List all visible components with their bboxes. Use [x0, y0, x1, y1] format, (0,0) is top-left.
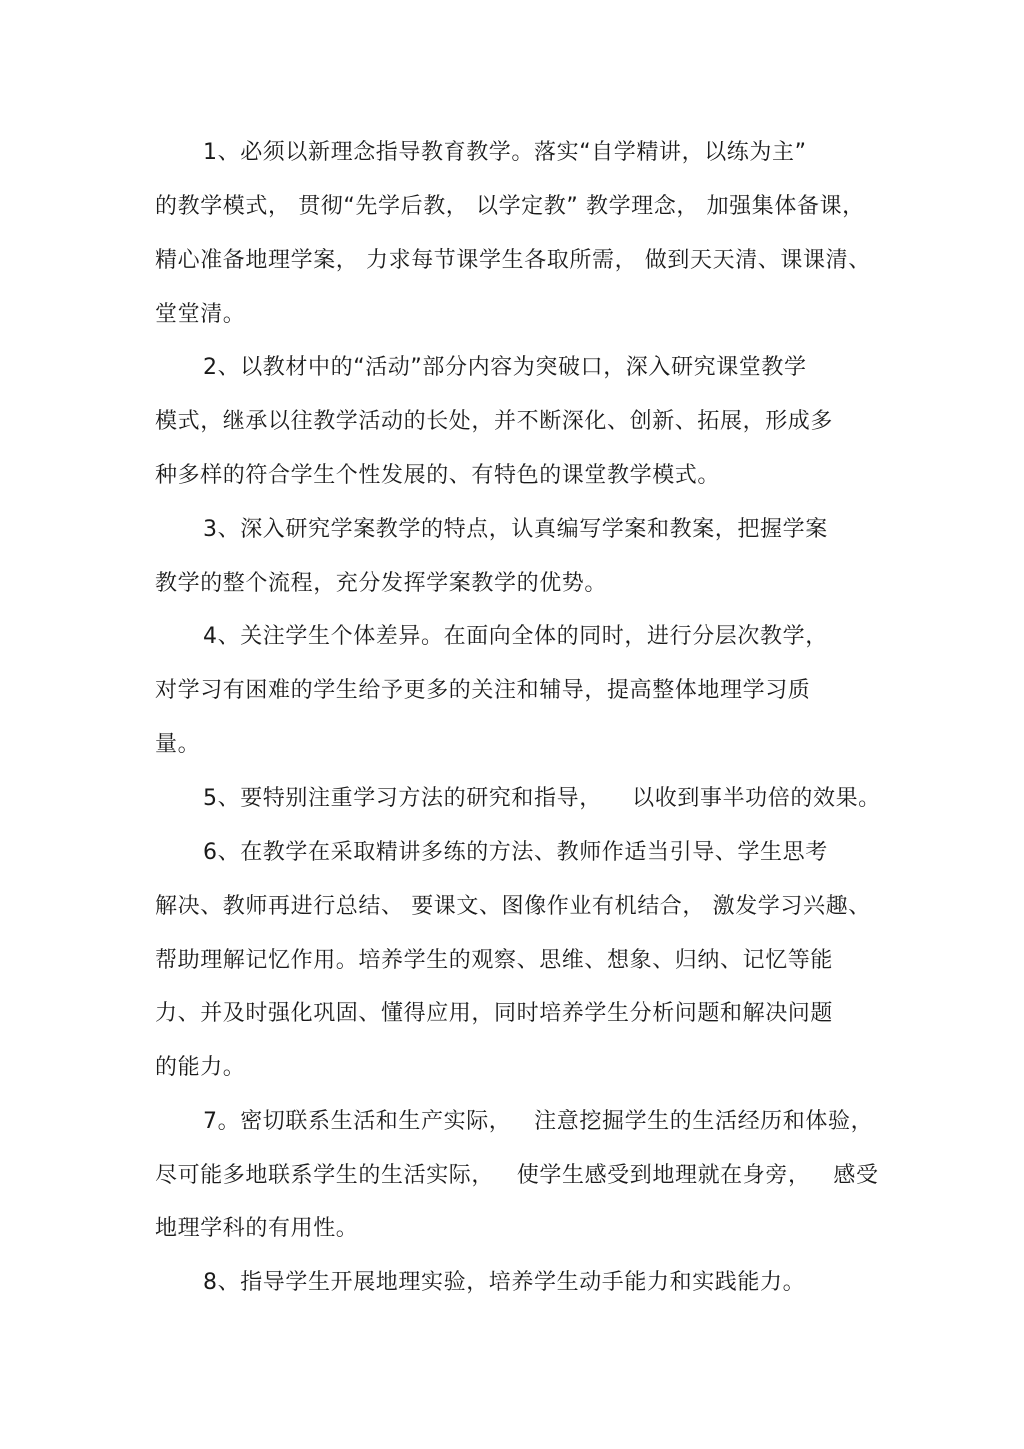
para-5-line-1: 5、要特别注重学习方法的研究和指导， 以收到事半功倍的效果。: [203, 786, 881, 811]
para-1-line-2: 的教学模式， 贯彻“先学后教， 以学定教” 教学理念， 加强集体备课，: [155, 194, 865, 219]
para-1-line-1: 1、必须以新理念指导教育教学。落实“自学精讲，以练为主”: [203, 140, 807, 165]
para-7-line-3: 地理学科的有用性。: [155, 1216, 359, 1241]
para-3-line-1: 3、深入研究学案教学的特点，认真编写学案和教案，把握学案: [203, 517, 828, 542]
para-6-line-4: 力、并及时强化巩固、懂得应用，同时培养学生分析问题和解决问题: [155, 1001, 834, 1026]
para-1-line-4: 堂堂清。: [155, 302, 246, 327]
para-2-line-1: 2、以教材中的“活动”部分内容为突破口，深入研究课堂教学: [203, 355, 807, 380]
para-6-line-1: 6、在教学在采取精讲多练的方法、教师作适当引导、学生思考: [203, 840, 828, 865]
para-4-line-3: 量。: [155, 732, 201, 757]
para-7-line-2: 尽可能多地联系学生的生活实际， 使学生感受到地理就在身旁， 感受: [155, 1163, 879, 1188]
para-2-line-2: 模式，继承以往教学活动的长处，并不断深化、创新、拓展，形成多: [155, 409, 834, 434]
para-6-line-3: 帮助理解记忆作用。培养学生的观察、思维、想象、归纳、记忆等能: [155, 948, 834, 973]
para-8-line-1: 8、指导学生开展地理实验，培养学生动手能力和实践能力。: [203, 1270, 806, 1295]
para-3-line-2: 教学的整个流程，充分发挥学案教学的优势。: [155, 571, 608, 596]
para-1-line-3: 精心准备地理学案， 力求每节课学生各取所需， 做到天天清、课课清、: [155, 248, 871, 273]
para-4-line-2: 对学习有困难的学生给予更多的关注和辅导，提高整体地理学习质: [155, 678, 811, 703]
para-4-line-1: 4、关注学生个体差异。在面向全体的同时，进行分层次教学，: [203, 624, 828, 649]
para-2-line-3: 种多样的符合学生个性发展的、有特色的课堂教学模式。: [155, 463, 721, 488]
para-6-line-2: 解决、教师再进行总结、 要课文、图像作业有机结合， 激发学习兴趣、: [155, 894, 871, 919]
para-7-line-1: 7。密切联系生活和生产实际， 注意挖掘学生的生活经历和体验，: [203, 1109, 874, 1134]
para-6-line-5: 的能力。: [155, 1055, 246, 1080]
